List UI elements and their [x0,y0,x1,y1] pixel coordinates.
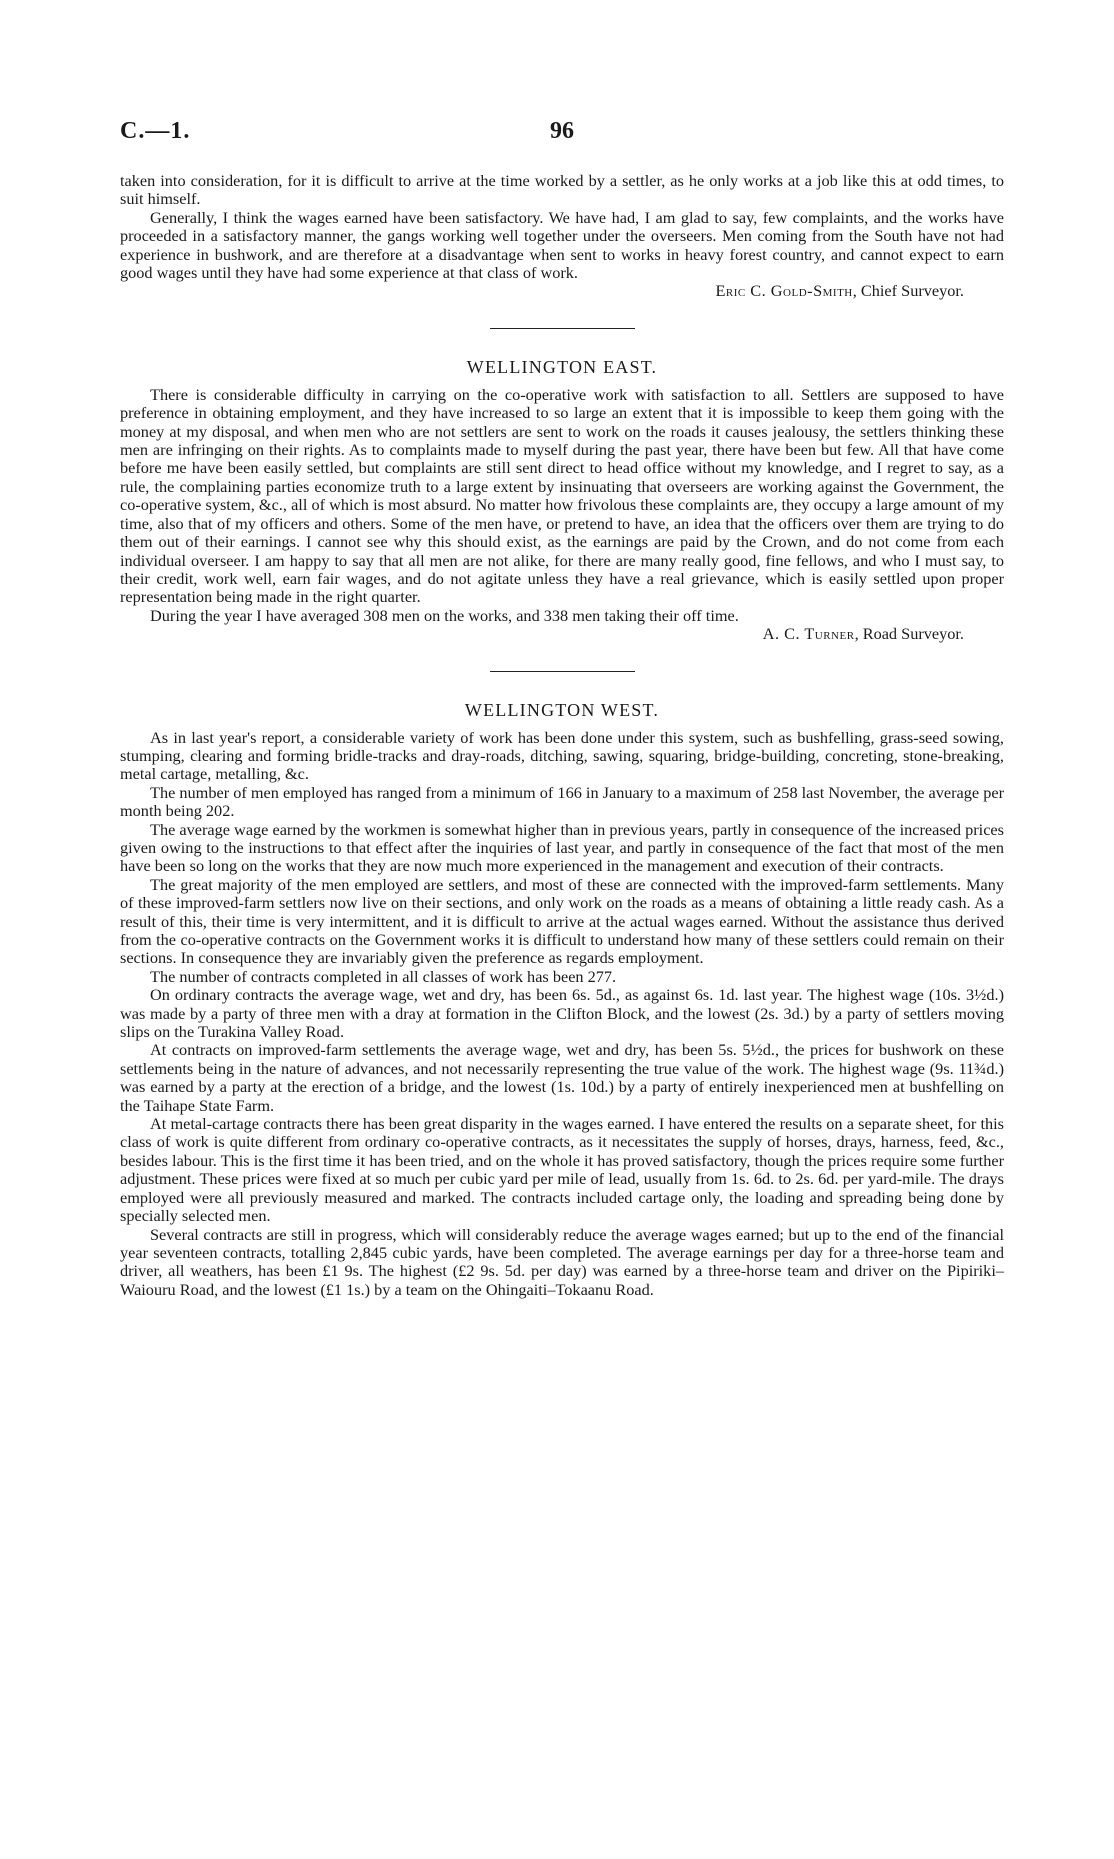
section-divider [490,328,635,329]
signature-name: A. C. Turner [762,624,855,644]
paragraph: Several contracts are still in progress, which will considerably reduce the average wages earned; but up to the end of the financial year seventeen contracts, totalling 2,845 cubic yards, have been completed. The average earnings per day for a three-horse team and driver, all weathers, has been £1 9s. The highest (£2 9s. 5d. per day) was earned by a three-horse team and driver on the Pipiriki–Waiouru Road, and the lowest (£1 1s.) by a team on the Ohingaiti–Tokaanu Road. [120,1224,1004,1299]
page-body [120,172,1004,1299]
paragraph: At contracts on improved-farm settlements the average wage, wet and dry, has been 5s. 5½d., the prices for bushwork on these settlements being in the nature of advances, and not necessarily representing the true value of the work. The highest wage (9s. 11¾d.) was earned by a party at the erection of a bridge, and the lowest (1s. 10d.) by a party of entirely inexperienced men at bushfelling on the Taihape State Farm. [120,1040,1004,1115]
paragraph: The average wage earned by the workmen is somewhat higher than in previous years, partly in consequence of the increased prices given owing to the instructions to that effect after the inquiries of last year, and partly in consequence of the fact that most of the men have been so long on the works that they are now much more experienced in the management and execution of their contracts. [120,819,1004,876]
section-heading: WELLINGTON WEST. [464,699,660,720]
paragraph: On ordinary contracts the average wage, wet and dry, has been 6s. 5d., as against 6s. 1d. last year. The highest wage (10s. 3½d.) was made by a party of three men with a dray at formation in the Clifton Block, and the lowest (2s. 3d.) by a party of settlers moving slips on the Turakina Valley Road. [120,985,1004,1042]
page-header [120,118,1004,148]
paragraph: As in last year's report, a considerable variety of work has been done under this system, such as bushfelling, grass-seed sowing, stumping, clearing and forming bridle-tracks and dray-roads, ditching, sawing, squaring, bridge-building, concreting, stone-breaking, metal cartage, metalling, &c. [120,727,1004,784]
intro-section [120,172,1004,301]
paragraph: At metal-cartage contracts there has been great disparity in the wages earned. I have entered the results on a separate sheet, for this class of work is quite different from ordinary co-operative contracts, as it necessitates the supply of horses, drays, harness, feed, &c., besides labour. This is the first time it has been tried, and on the whole it has proved satisfactory, though the prices require some further adjustment. These prices were fixed at so much per cubic yard per mile of lead, usually from 1s. 6d. to 2s. 6d. per yard-mile. The drays employed were all previously measured and marked. The contracts included cartage only, the loading and spreading being done by specially selected men. [120,1114,1004,1226]
paragraph: The number of men employed has ranged from a minimum of 166 in January to a maximum of 258 last November, the average per month being 202. [120,782,1004,821]
page-number: 96 [550,118,574,144]
paragraph: There is considerable difficulty in carrying on the co-operative work with satisfaction to all. Settlers are supposed to have preference in obtaining employment, and they have increased to so large an extent that it is impossible to keep them going with the money at my disposal, and when men who are not settlers are sent to work on the roads it causes jealousy, the settlers thinking these men are infringing on their rights. As to complaints made to myself during the past year, there have been but few. All that have come before me have been easily settled, but complaints are still sent direct to head office without my knowledge, and I regret to say, as a rule, the complaining parties economize truth to a large extent by insinuating that overseers are working against the Government, the co-operative system, &c., all of which is most absurd. No matter how frivolous these complaints are, they occupy a large amount of my time, also that of my officers and others. Some of the men have, or pretend to have, an idea that the officers over them are trying to do them out of their earnings. I cannot see why this should exist, as the earnings are paid by the Crown, and do not come from each individual overseer. I am happy to say that all men are not alike, for there are many really good, fine fellows, and who I must say, to their credit, work well, earn fair wages, and do not agitate unless they have a real grievance, which is easily settled upon proper representation being made in the right quarter. [120,384,1004,607]
signature [120,282,1004,300]
signature [120,625,1004,643]
signature-title: , Chief Surveyor. [852,281,964,301]
paragraph: The number of contracts completed in all classes of work has been 277. [150,966,617,986]
paragraph: taken into consideration, for it is difficult to arrive at the time worked by a settler, as he only works at a job like this at odd times, to suit himself. [120,171,1004,209]
section-heading: WELLINGTON EAST. [466,356,658,377]
paragraph: During the year I have averaged 308 men on the works, and 338 men taking their off time. [150,605,739,625]
wellington-west-section [120,700,1004,1300]
wellington-east-section [120,357,1004,644]
section-divider [490,671,635,672]
document-reference: C.—1. [120,118,191,144]
signature-name: Eric C. Gold-Smith [715,281,853,301]
paragraph: The great majority of the men employed are settlers, and most of these are connected with the improved-farm settlements. Many of these improved-farm settlers now live on their sections, and only work on the roads as a means of obtaining a little ready cash. As a result of this, their time is very intermittent, and it is difficult to arrive at the actual wages earned. Without the assistance thus derived from the co-operative contracts on the Government works it is difficult to understand how many of these settlers could remain on their sections. In consequence they are invariably given the preference as regards employment. [120,874,1004,968]
signature-title: , Road Surveyor. [854,624,964,644]
paragraph: Generally, I think the wages earned have been satisfactory. We have had, I am glad to say, few complaints, and the works have proceeded in a satisfactory manner, the gangs working well together under the overseers. Men coming from the South have not had experience in bushwork, and are therefore at a disadvantage when sent to works in heavy forest country, and cannot expect to earn good wages until they have had some experience at that class of work. [120,207,1004,283]
